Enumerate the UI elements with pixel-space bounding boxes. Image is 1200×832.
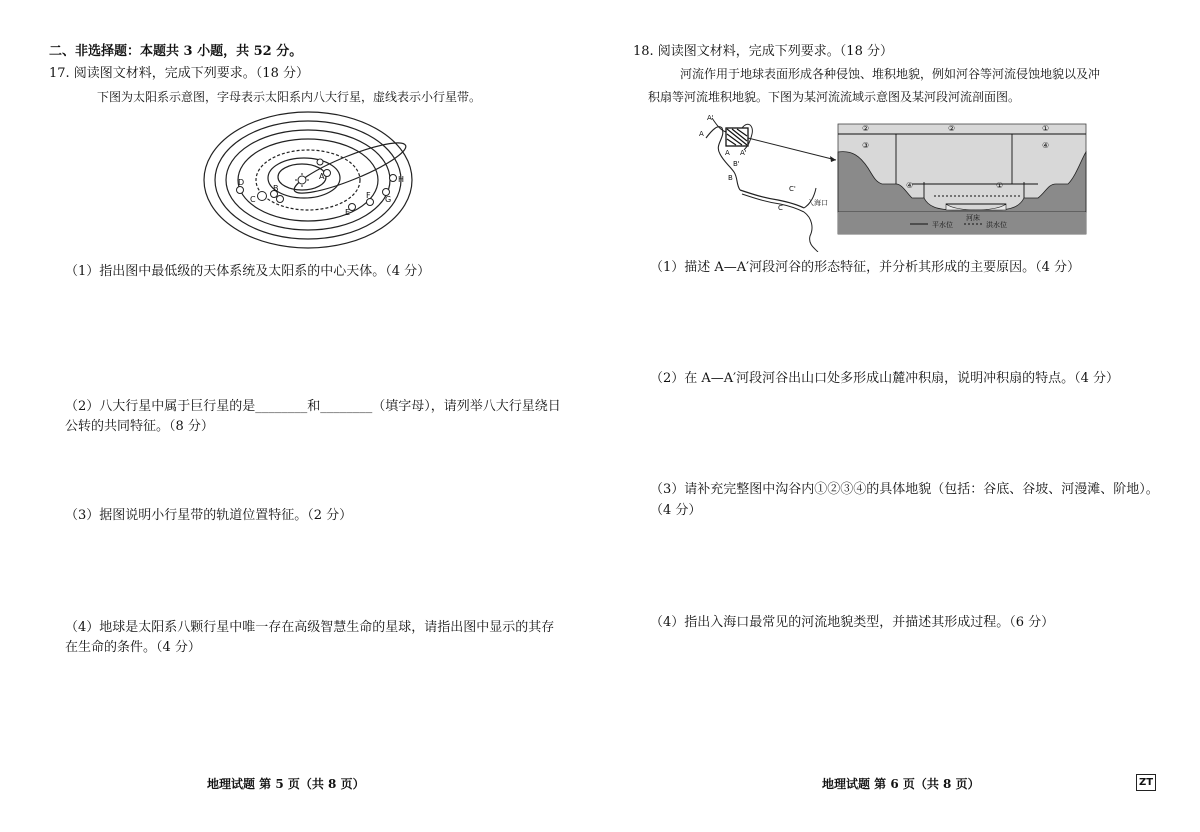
profile-num-4: ④ [1042,141,1050,150]
profile-num-2: ② [948,124,956,133]
planet-h [390,175,397,182]
map-label-a-bottom: A [725,149,730,157]
map-label-b-prime: B' [733,160,740,168]
label-f: F [366,191,371,200]
planet-c2 [277,196,284,203]
q18-part2: （2）在 A—A′河段河谷出山口处多形成山麓冲积扇，说明冲积扇的特点。（4 分） [650,371,1120,386]
q17-part2-line2: 公转的共同特征。（8 分） [65,419,214,434]
comet-head [317,159,323,165]
corner-mark: ZT [1136,774,1156,791]
profile-num-1: ① [1042,124,1050,133]
label-g: G [385,195,392,204]
label-a: A [319,172,325,181]
profile-num-2-left: ② [862,124,870,133]
planet-a [324,170,331,177]
comet-orbit [290,134,410,201]
solar-system-figure [200,108,416,253]
river-basin-map [706,118,836,252]
q18-part4: （4）指出入海口最常见的河流地貌类型，并描述其形成过程。（6 分） [650,615,1055,630]
map-label-a-prime-bottom: A' [740,149,747,157]
pointer-arrow [748,138,836,160]
label-c: C [250,195,256,204]
legend-flood-level: 洪水位 [986,221,1007,229]
q17-part2-line1: （2）八大行星中属于巨行星的是________和________（填字母），请列举八大行星绕日 [65,399,561,414]
label-e: E [345,208,351,217]
profile-num-3: ③ [862,141,870,150]
section-heading: 二、非选择题：本题共 3 小题，共 52 分。 [49,44,303,59]
q18-intro-line1: 河流作用于地球表面形成各种侵蚀、堆积地貌，例如河谷等河流侵蚀地貌以及冲 [680,67,1101,81]
label-b: B [273,184,279,193]
q18-part3-line1: （3）请补充完整图中沟谷内①②③④的具体地貌（包括：谷底、谷坡、河漫滩、阶地）。 [650,482,1159,497]
profile-num-1-inner: ① [996,181,1004,190]
q17-stem: 17. 阅读图文材料，完成下列要求。（18 分） [49,66,309,81]
river-figure [696,112,1092,252]
q18-intro-line2: 积扇等河流堆积地貌。下图为某河流流域示意图及某河段河流剖面图。 [648,90,1021,104]
q17-part4-line1: （4）地球是太阳系八颗行星中唯一存在高级智慧生命的星球，请指出图中显示的其存 [65,620,555,635]
left-page-footer: 地理试题 第 5 页（共 8 页） [207,777,365,791]
q17-part1: （1）指出图中最低级的天体系统及太阳系的中心天体。（4 分） [65,264,431,279]
map-label-estuary: 入海口 [807,199,828,207]
right-page-footer: 地理试题 第 6 页（共 8 页） [822,777,980,791]
map-label-c: C [778,204,783,212]
q17-intro: 下图为太阳系示意图，字母表示太阳系内八大行星，虚线表示小行星带。 [97,90,482,104]
q18-part3-line2: （4 分） [650,503,702,518]
legend-flat-level: 平水位 [932,221,953,229]
map-label-b: B [728,174,733,182]
map-label-a-left: A [699,130,704,138]
planet-d [237,187,244,194]
q17-part4-line2: 在生命的条件。（4 分） [65,640,201,655]
map-label-a-prime-top: A' [707,114,714,122]
q18-part1: （1）描述 A—A′河段河谷的形态特征，并分析其形成的主要原因。（4 分） [650,260,1081,275]
profile-river-label: 河床 [966,214,980,222]
right-page [600,0,1200,832]
q18-stem: 18. 阅读图文材料，完成下列要求。（18 分） [633,44,893,59]
profile-num-4-inner: ④ [906,181,914,190]
label-d: D [238,178,245,187]
label-h: H [398,175,405,184]
map-label-c-prime: C' [789,185,796,193]
planet-c [258,192,267,201]
valley-profile [838,124,1086,234]
q17-part3: （3）据图说明小行星带的轨道位置特征。（2 分） [65,508,353,523]
